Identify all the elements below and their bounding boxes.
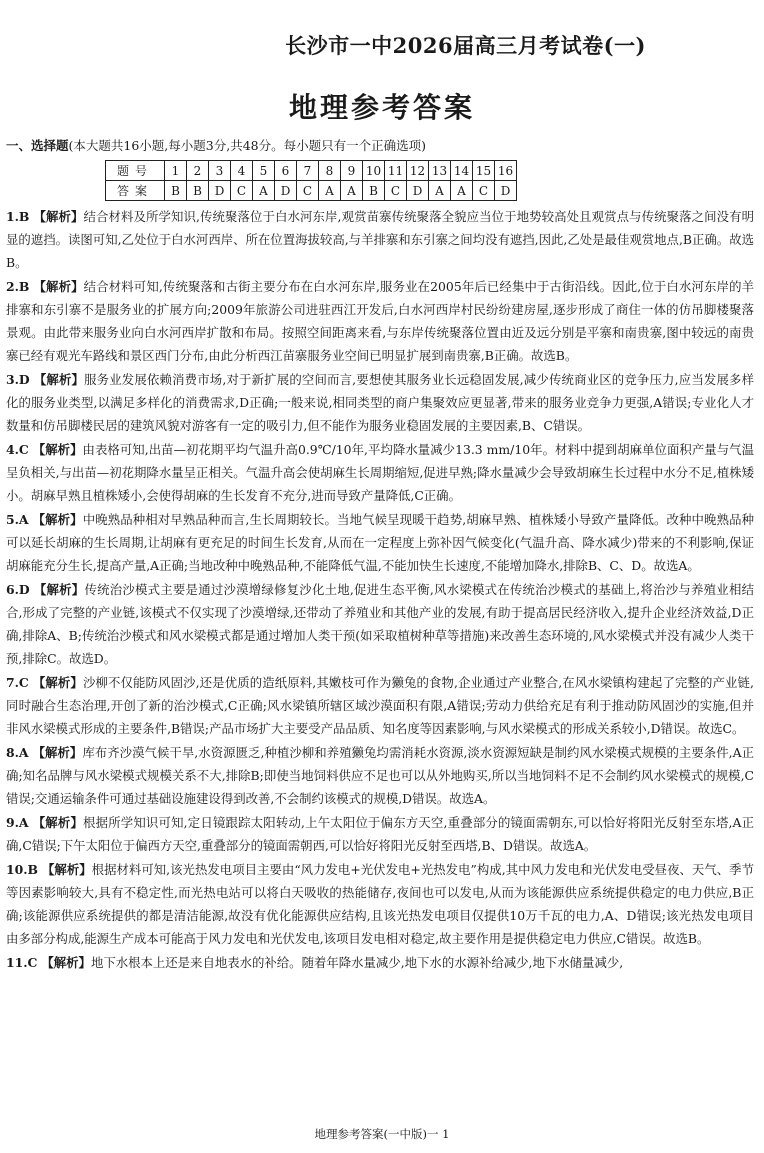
question-number-cell: 2 — [187, 161, 209, 181]
item-number: 9.A — [6, 815, 29, 830]
answer-cell: A — [341, 181, 363, 201]
explanation-list — [6, 205, 754, 975]
item-number: 5.A — [6, 512, 29, 527]
answer-cell: B — [187, 181, 209, 201]
question-number-cell: 4 — [231, 161, 253, 181]
analysis-tag: 【解析】 — [32, 675, 83, 690]
item-text: 服务业发展依赖消费市场,对于新扩展的空间而言,要想使其服务业长远稳固发展,减少传统商业区的竞争压力,应当发展多样化的服务业类型,以满足多样化的消费需求,D正确;一般来说,相同类型的商户集聚效应更显著,带来的服务业竞争力更强,A错误;专业化人才数量和仿吊脚楼民居的建筑风貌对游客有一定的吸引力,但不能作为服务业稳固发展的主要因素,B、C错误。 — [6, 372, 754, 433]
section-heading — [6, 136, 426, 154]
question-number-cell: 7 — [297, 161, 319, 181]
explanation-item — [6, 275, 754, 367]
answer-table-number-row — [106, 161, 517, 181]
question-number-cell: 13 — [429, 161, 451, 181]
analysis-tag: 【解析】 — [33, 372, 85, 387]
exam-title: 长沙市一中2026届高三月考试卷(一) — [285, 33, 646, 58]
row-label-answer: 答案 — [106, 181, 165, 201]
answer-cell: C — [473, 181, 495, 201]
answer-cell: B — [165, 181, 187, 201]
question-number-cell: 6 — [275, 161, 297, 181]
item-number: 1.B — [6, 209, 30, 224]
page-footer: 地理参考答案(一中版)一 1 — [314, 1127, 450, 1141]
explanation-item — [6, 438, 754, 507]
question-number-cell: 12 — [407, 161, 429, 181]
explanation-item — [6, 205, 754, 274]
explanation-item — [6, 578, 754, 670]
explanation-item — [6, 741, 754, 810]
item-text: 沙柳不仅能防风固沙,还是优质的造纸原料,其嫩枝可作为獭兔的食物,企业通过产业整合,在风水梁镇构建起了完整的产业链,同时融合生态治理,开创了新的治沙模式,C正确;风水梁镇所辖区域沙漠面积有限,A错误;劳动力供给充足有利于推动防风固沙的实施,但并非风水梁模式形成的主要条件,B错误;产品市场扩大主要受产品品质、知名度等因素影响,与风水梁模式的形成关系较小,D错误。故选C。 — [6, 675, 755, 736]
answer-cell: D — [495, 181, 517, 201]
question-number-cell: 11 — [385, 161, 407, 181]
item-number: 11.C — [6, 955, 38, 970]
item-number: 10.B — [6, 862, 39, 877]
question-number-cell: 5 — [253, 161, 275, 181]
item-text: 结合材料及所学知识,传统聚落位于白水河东岸,观赏苗寨传统聚落全貌应当位于地势较高处且观赏点与传统聚落之间没有明显的遮挡。读图可知,乙处位于白水河西岸、所在位置海拔较高,与羊排寨和东引寨之间均没有遮挡,因此,乙处是最佳观赏地点,B正确。故选B。 — [6, 209, 755, 270]
answer-cell: A — [451, 181, 473, 201]
question-number-cell: 10 — [363, 161, 385, 181]
answer-cell: A — [253, 181, 275, 201]
explanation-item — [6, 951, 754, 974]
item-number: 6.D — [6, 582, 30, 597]
analysis-tag: 【解析】 — [32, 745, 83, 760]
section-title: 一、选择题 — [6, 138, 69, 153]
item-number: 4.C — [6, 442, 29, 457]
row-label-number: 题号 — [106, 161, 165, 181]
analysis-tag: 【解析】 — [32, 442, 83, 457]
answer-cell: B — [363, 181, 385, 201]
answer-cell: D — [209, 181, 231, 201]
document-title: 地理参考答案 — [288, 91, 475, 124]
item-number: 2.B — [6, 279, 30, 294]
answer-cell: A — [429, 181, 451, 201]
item-number: 3.D — [6, 372, 30, 387]
analysis-tag: 【解析】 — [33, 582, 85, 597]
explanation-item — [6, 671, 754, 740]
question-number-cell: 1 — [165, 161, 187, 181]
analysis-tag: 【解析】 — [32, 815, 84, 830]
item-text: 中晚熟品种相对早熟品种而言,生长周期较长。当地气候呈现暖干趋势,胡麻早熟、植株矮小导致产量降低。改种中晚熟品种可以延长胡麻的生长周期,让胡麻有更充足的时间生长发育,从而在一定程度上弥补因气候变化(气温升高、降水减少)带来的不利影响,保证胡麻能充分生长,提高产量,A正确;当地改种中晚熟品种,不能降低气温,不能加快生长速度,不能增加降水,排除B、C、D。故选A。 — [6, 512, 754, 573]
answer-table — [105, 160, 517, 201]
explanation-item — [6, 508, 754, 577]
answer-cell: C — [297, 181, 319, 201]
analysis-tag: 【解析】 — [32, 512, 83, 527]
explanation-item — [6, 858, 754, 950]
item-text: 传统治沙模式主要是通过沙漠增绿修复沙化土地,促进生态平衡,风水梁模式在传统治沙模式的基础上,将治沙与养殖业相结合,形成了完整的产业链,该模式不仅实现了沙漠增绿,还带动了养殖业和其他产业的发展,有助于提高居民经济收入,提升企业经济效益,D正确,排除A、B;传统治沙模式和风水梁模式都是通过增加人类干预(如采取植树种草等措施)来改善生态环境的,风水梁模式并没有减少人类干预,排除C。故选D。 — [6, 582, 754, 666]
analysis-tag: 【解析】 — [42, 862, 92, 877]
answer-table-answer-row — [106, 181, 517, 201]
analysis-tag: 【解析】 — [41, 955, 91, 970]
answer-cell: C — [231, 181, 253, 201]
item-text: 根据所学知识可知,定日镜跟踪太阳转动,上午太阳位于偏东方天空,重叠部分的镜面需朝东,可以恰好将阳光反射至东塔,A正确,C错误;下午太阳位于偏西方天空,重叠部分的镜面需朝西,可以恰好将阳光反射至西塔,B、D错误。故选A。 — [6, 815, 755, 853]
item-text: 结合材料可知,传统聚落和古街主要分布在白水河东岸,服务业在2005年后已经集中于古街沿线。因此,位于白水河东岸的羊排寨和东引寨不是服务业的扩展方向;2009年旅游公司进驻西江开发后,白水河西岸村民纷纷建房屋,逐步形成了商住一体的仿吊脚楼聚落景观。由此带来服务业向白水河西岸扩散和布局。按照空间距离来看,与东岸传统聚落位置由近及远分别是平寨和南贵寨,图中较远的南贵寨已经有观光车路线和景区西门分布,由此分析西江苗寨服务业空间已明显扩展到南贵寨,B正确。故选B。 — [6, 279, 755, 363]
explanation-item — [6, 368, 754, 437]
answer-cell: C — [385, 181, 407, 201]
item-text: 根据材料可知,该光热发电项目主要由“风力发电+光伏发电+光热发电”构成,其中风力发电和光伏发电受昼夜、天气、季节等因素影响较大,具有不稳定性,而光热电站可以将白天吸收的热能储存,夜间也可以发电,从而为该能源供应系统提供稳定的电力供应,B正确;该能源供应系统提供的都是清洁能源,故没有优化能源供应结构,且该光热发电项目仅提供10万千瓦的电力,A、D错误;该光热发电项目由多部分构成,能源生产成本可能高于风力发电和光伏发电,该项目发电相对稳定,故主要作用是提供稳定电力供应,C错误。故选B。 — [6, 862, 754, 946]
question-number-cell: 9 — [341, 161, 363, 181]
question-number-cell: 16 — [495, 161, 517, 181]
item-number: 8.A — [6, 745, 29, 760]
answer-cell: D — [407, 181, 429, 201]
analysis-tag: 【解析】 — [33, 209, 84, 224]
item-text: 地下水根本上还是来自地表水的补给。随着年降水量减少,地下水的水源补给减少,地下水储量减少, — [90, 955, 624, 970]
explanation-item — [6, 811, 754, 857]
question-number-cell: 14 — [451, 161, 473, 181]
answer-cell: D — [275, 181, 297, 201]
section-note: (本大题共16小题,每小题3分,共48分。每小题只有一个正确选项) — [68, 138, 426, 153]
analysis-tag: 【解析】 — [33, 279, 84, 294]
question-number-cell: 15 — [473, 161, 495, 181]
item-text: 由表格可知,出苗—初花期平均气温升高0.9℃/10年,平均降水量减少13.3 mm/10年。材料中提到胡麻单位面积产量与气温呈负相关,与出苗—初花期降水量呈正相关。气温升高会使胡麻生长周期缩短,促进早熟;降水量减少会导致胡麻生长过程中水分不足,植株矮小。胡麻早熟且植株矮小,会使得胡麻的生长发育不充分,进而导致产量降低,C正确。 — [6, 442, 754, 503]
item-text: 库布齐沙漠气候干旱,水资源匮乏,种植沙柳和养殖獭兔均需消耗水资源,淡水资源短缺是制约风水梁模式规模的主要条件,A正确;知名品牌与风水梁模式规模关系不大,排除B;即使当地饲料供应不足也可以从外地购买,所以当地饲料不足不会制约风水梁模式的规模,C错误;交通运输条件可通过基础设施建设得到改善,不会制约该模式的规模,D错误。故选A。 — [6, 745, 755, 806]
question-number-cell: 8 — [319, 161, 341, 181]
item-number: 7.C — [6, 675, 29, 690]
answer-cell: A — [319, 181, 341, 201]
question-number-cell: 3 — [209, 161, 231, 181]
